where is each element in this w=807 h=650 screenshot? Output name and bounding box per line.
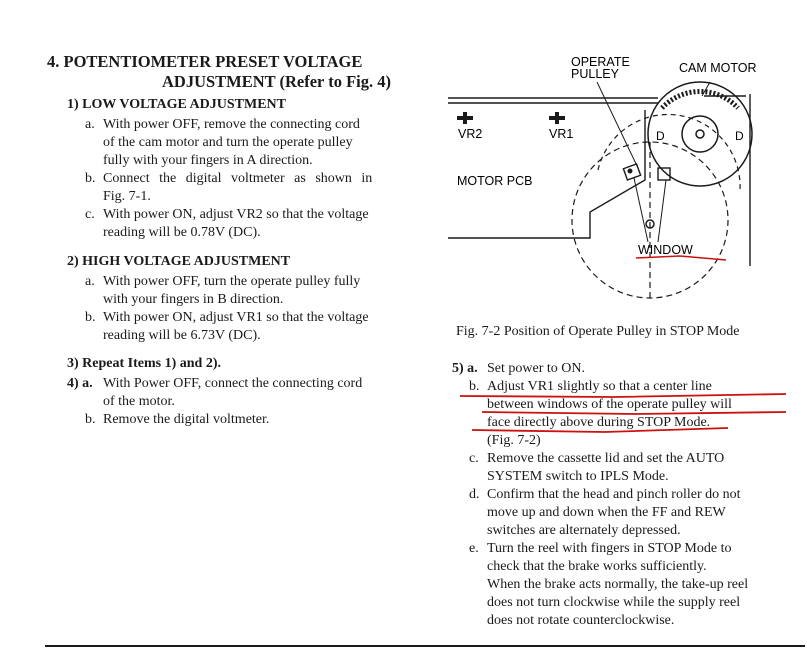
step5-e-line3: When the brake acts normally, the take-up reel xyxy=(487,577,749,592)
step5-d-line1: Confirm that the head and pinch roller do not xyxy=(487,487,741,502)
step5-c-line2: SYSTEM switch to IPLS Mode. xyxy=(487,469,669,484)
step5-b-line3: face directly above during STOP Mode. xyxy=(487,415,711,430)
item4-marker: 4) a. xyxy=(67,376,93,391)
operate-pulley-leader xyxy=(597,82,638,168)
bottom-rule xyxy=(45,645,805,647)
vr2-trimmer-icon xyxy=(457,112,473,124)
step5-b-line1: Adjust VR1 slightly so that a center line xyxy=(487,379,712,394)
label-vr2: VR2 xyxy=(458,127,483,141)
red-line-3 xyxy=(472,428,728,432)
high-a-line2: with your fingers in B direction. xyxy=(103,292,284,307)
motor-terminal-right: D xyxy=(735,129,744,143)
step5-e-marker: e. xyxy=(469,541,479,556)
label-cam-motor: CAM MOTOR xyxy=(679,61,757,75)
step5-e-line4: does not turn clockwise while the supply reel xyxy=(487,595,741,610)
step5-d-line3: switches are alternately depressed. xyxy=(487,523,681,538)
step5-b-line4: (Fig. 7-2) xyxy=(487,433,541,448)
item4-b-marker: b. xyxy=(85,412,96,427)
operate-pulley-diagram xyxy=(440,50,770,315)
high-a-marker: a. xyxy=(85,274,95,289)
step5-b-line2: between windows of the operate pulley will xyxy=(487,397,732,412)
item4-a-line2: of the motor. xyxy=(103,394,175,409)
low-b-marker: b. xyxy=(85,171,96,186)
red-line-1 xyxy=(460,394,786,397)
step5-red-annotation xyxy=(455,388,795,438)
low-a-marker: a. xyxy=(85,117,95,132)
label-vr1: VR1 xyxy=(549,127,574,141)
low-c-line2: reading will be 0.78V (DC). xyxy=(103,225,261,240)
label-motor-pcb: MOTOR PCB xyxy=(457,174,533,188)
low-a-line3: fully with your fingers in A direction. xyxy=(103,153,313,168)
section-title-line1: 4. POTENTIOMETER PRESET VOLTAGE xyxy=(47,52,363,71)
label-window: WINDOW xyxy=(638,243,693,257)
step5-marker: 5) a. xyxy=(452,361,478,376)
step5-e-line5: does not rotate counterclockwise. xyxy=(487,613,675,628)
label-pulley: PULLEY xyxy=(571,67,619,81)
low-c-marker: c. xyxy=(85,207,95,222)
step5-c-marker: c. xyxy=(469,451,479,466)
low-b-line1: Connect the digital voltmeter as shown in xyxy=(103,171,373,186)
step5-b-marker: b. xyxy=(469,379,480,394)
step5-c-line1: Remove the cassette lid and set the AUTO xyxy=(487,451,725,466)
figure-caption: Fig. 7-2 Position of Operate Pulley in STOP Mode xyxy=(456,324,740,339)
window-leader-right xyxy=(658,180,666,242)
low-c-line1: With power ON, adjust VR2 so that the voltage xyxy=(103,207,369,222)
step5-a-text: Set power to ON. xyxy=(487,361,585,376)
repeat-items-heading: 3) Repeat Items 1) and 2). xyxy=(67,356,221,371)
item4-b-line: Remove the digital voltmeter. xyxy=(103,412,270,427)
section-title-line2: ADJUSTMENT (Refer to Fig. 4) xyxy=(162,72,391,91)
red-line-2 xyxy=(482,412,786,414)
motor-terminal-left: D xyxy=(656,129,665,143)
step5-e-line1: Turn the reel with fingers in STOP Mode to xyxy=(487,541,732,556)
step5-d-marker: d. xyxy=(469,487,480,502)
high-b-line1: With power ON, adjust VR1 so that the voltage xyxy=(103,310,369,325)
label-operate: OPERATE xyxy=(571,55,630,69)
window-marker xyxy=(628,169,633,174)
low-a-line1: With power OFF, remove the connecting cord xyxy=(103,117,360,132)
step5-d-line2: move up and down when the FF and REW xyxy=(487,505,726,520)
high-a-line1: With power OFF, turn the operate pulley fully xyxy=(103,274,361,289)
low-b-line2: Fig. 7-1. xyxy=(103,189,151,204)
high-b-line2: reading will be 6.73V (DC). xyxy=(103,328,261,343)
window-leader-left xyxy=(634,178,648,242)
high-voltage-heading: 2) HIGH VOLTAGE ADJUSTMENT xyxy=(67,254,291,269)
low-voltage-heading: 1) LOW VOLTAGE ADJUSTMENT xyxy=(67,97,286,112)
vr1-trimmer-icon xyxy=(549,112,565,124)
belt-path xyxy=(598,114,740,190)
low-a-line2: of the cam motor and turn the operate pulley xyxy=(103,135,353,150)
cam-motor-winding xyxy=(662,91,738,108)
pulley-window-right xyxy=(658,168,670,180)
step5-e-line2: check that the brake works sufficiently. xyxy=(487,559,707,574)
item4-a-line1: With Power OFF, connect the connecting cord xyxy=(103,376,363,391)
high-b-marker: b. xyxy=(85,310,96,325)
motor-shaft-icon xyxy=(696,130,704,138)
